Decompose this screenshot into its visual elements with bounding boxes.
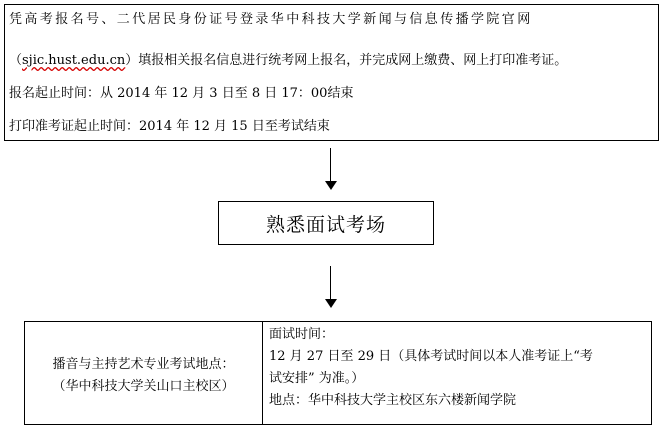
exam-location-cell <box>25 322 263 424</box>
exam-campus: （华中科技大学关山口主校区） <box>52 379 235 394</box>
registration-instructions-line2 <box>9 53 567 68</box>
step-title: 熟悉面试考场 <box>265 213 386 236</box>
paren-open: （ <box>9 53 23 68</box>
interview-time-line1: 12 月 27 日至 29 日（具体考试时间以本人准考证上“考 <box>269 349 593 364</box>
print-admission-period: 打印准考证起止时间：2014 年 12 月 15 日至考试结束 <box>9 119 330 134</box>
flow-arrow-2 <box>325 266 337 308</box>
exam-info-table <box>24 321 652 425</box>
exam-location-label: 播音与主持艺术专业考试地点： <box>52 357 235 372</box>
familiarize-exam-venue-step <box>218 201 434 245</box>
registration-instructions-rest: ）填报相关报名信息进行统考网上报名，并完成网上缴费、网上打印准考证。 <box>125 53 568 68</box>
registration-step-box <box>4 4 659 141</box>
flow-arrow-1 <box>325 148 337 190</box>
interview-time-line2: 试安排” 为准。） <box>269 371 365 386</box>
website-url: sjic.hust.edu.cn <box>22 53 126 68</box>
exam-time-cell <box>263 322 651 424</box>
interview-time-label: 面试时间： <box>269 327 335 342</box>
registration-instructions-line1: 凭高考报名号、二代居民身份证号登录华中科技大学新闻与信息传播学院官网 <box>9 12 533 27</box>
interview-place: 地点：华中科技大学主校区东六楼新闻学院 <box>269 393 517 408</box>
registration-period: 报名起止时间：从 2014 年 12 月 3 日至 8 日 17：00结束 <box>9 86 354 101</box>
